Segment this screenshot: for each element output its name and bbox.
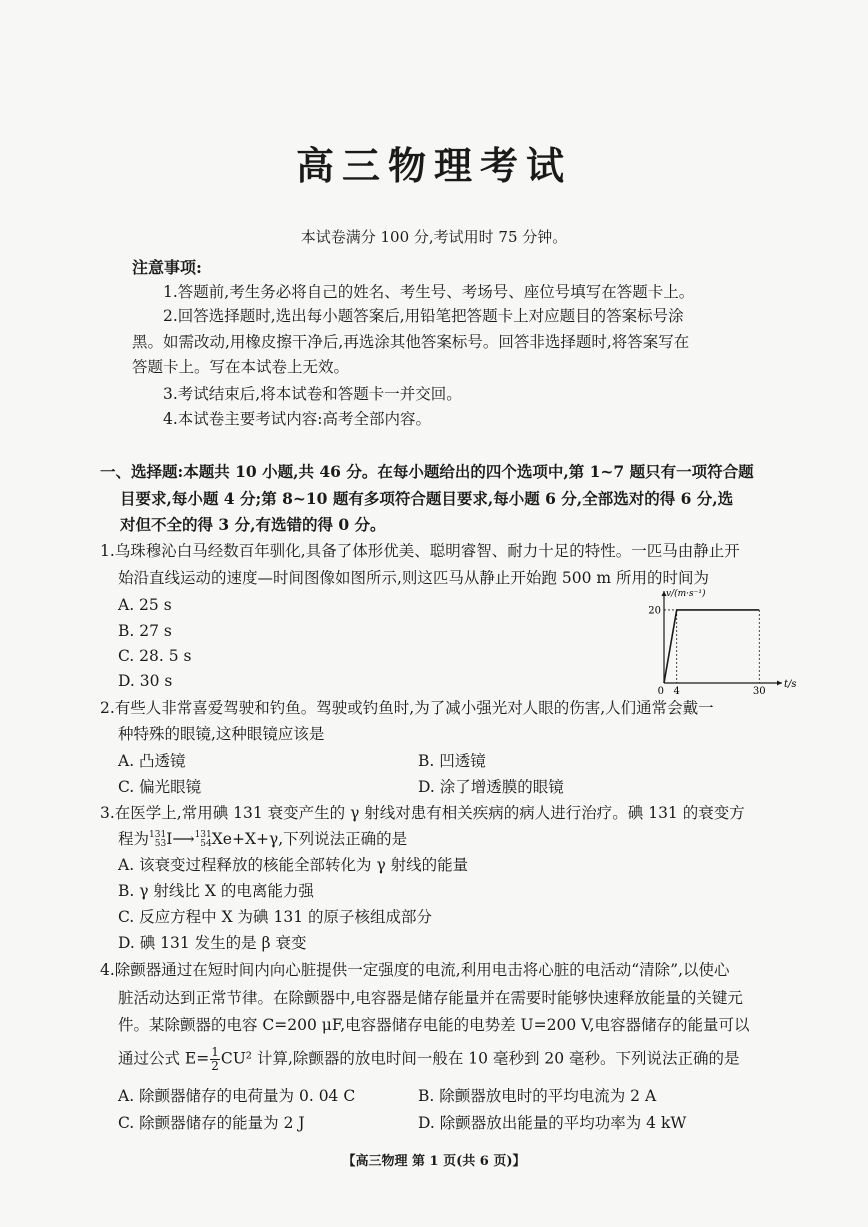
- question-1-option-d: D. 30 s: [118, 672, 173, 690]
- question-4-option-d: D. 除颤器放出能量的平均功率为 4 kW: [418, 1114, 687, 1132]
- question-4-option-b: B. 除颤器放电时的平均电流为 2 A: [418, 1087, 657, 1105]
- question-2-text: 种特殊的眼镜,这种眼镜应该是: [118, 725, 325, 743]
- x-axis-label: t/s: [784, 679, 797, 690]
- question-2-option-b: B. 凹透镜: [418, 752, 486, 770]
- notice-heading: 注意事项:: [132, 258, 202, 277]
- x-axis-arrow: [777, 681, 782, 686]
- notice-line: 3.考试结束后,将本试卷和答题卡一并交回。: [163, 385, 462, 403]
- vt-graph-svg: [640, 587, 797, 699]
- y-tick-label: 20: [648, 605, 661, 617]
- arrow-icon: ⟶: [172, 830, 195, 848]
- question-1-text: 始沿直线运动的速度—时间图像如图所示,则这匹马从静止开始跑 500 m 所用的时间为: [118, 569, 709, 587]
- question-1-text: 1.乌珠穆沁白马经数百年驯化,具备了体形优美、聪明睿智、耐力十足的特性。一匹马由静止开: [100, 542, 740, 560]
- iodine-symbol: I: [166, 830, 173, 848]
- question-2-option-d: D. 涂了增透膜的眼镜: [418, 778, 564, 796]
- fraction: $\frac{1}{2}$: [211, 1045, 219, 1073]
- section-heading: 目要求,每小题 4 分;第 8~10 题有多项符合题目要求,每小题 6 分,全部选对的得 6 分,选: [120, 489, 734, 508]
- equation-rest: Xe+X+γ,下列说法正确的是: [211, 830, 408, 848]
- exam-info: 本试卷满分 100 分,考试用时 75 分钟。: [300, 228, 568, 246]
- formula-rest: CU² 计算,除颤器的放电时间一般在 10 毫秒到 20 毫秒。下列说法正确的是: [220, 1049, 740, 1068]
- x-tick-label: 4: [673, 686, 680, 697]
- equation-prefix: 程为: [118, 830, 150, 848]
- question-2-option-a: A. 凸透镜: [118, 752, 186, 770]
- notice-line: 黑。如需改动,用橡皮擦干净后,再选涂其他答案标号。回答非选择题时,将答案写在: [132, 333, 690, 351]
- question-1-option-a: A. 25 s: [118, 596, 172, 614]
- question-3-text: 3.在医学上,常用碘 131 衰变产生的 γ 射线对患有相关疾病的病人进行治疗。碘 131 的衰变方: [100, 804, 745, 822]
- question-4-text: 脏活动达到正常节律。在除颤器中,电容器是储存能量并在需要时能够快速释放能量的关键元: [118, 989, 743, 1007]
- y-axis-label: v/(m·s⁻¹): [666, 589, 706, 599]
- question-1-option-c: C. 28. 5 s: [118, 647, 192, 665]
- notice-line: 答题卡上。写在本试卷上无效。: [132, 358, 350, 376]
- notice-line: 4.本试卷主要考试内容:高考全部内容。: [163, 410, 432, 428]
- section-heading: 一、选择题:本题共 10 小题,共 46 分。在每小题给出的四个选项中,第 1~7 题只有一项符合题: [100, 462, 754, 481]
- question-3-option-c: C. 反应方程中 X 为碘 131 的原子核组成部分: [118, 908, 432, 926]
- question-4-text: 件。某除颤器的电容 C=200 μF,电容器储存电能的电势差 U=200 V,电容器储存的能量可以: [118, 1016, 750, 1034]
- question-2-option-c: C. 偏光眼镜: [118, 778, 202, 796]
- question-4-text: 4.除颤器通过在短时间内向心脏提供一定强度的电流,利用电击将心脏的电活动“清除”,以使心: [100, 961, 730, 979]
- question-4-formula-line: [118, 1046, 740, 1073]
- question-2-text: 2.有些人非常喜爱驾驶和钓鱼。驾驶或钓鱼时,为了减小强光对人眼的伤害,人们通常会戴一: [100, 699, 714, 717]
- x-tick-label: 30: [752, 686, 766, 697]
- velocity-series-line: [664, 610, 759, 683]
- question-3-option-b: B. γ 射线比 X 的电离能力强: [118, 882, 314, 900]
- page-title: 高三物理考试: [295, 144, 572, 188]
- formula-prefix: 通过公式 E=: [118, 1049, 210, 1068]
- question-3-option-a: A. 该衰变过程释放的核能全部转化为 γ 射线的能量: [118, 856, 469, 874]
- notice-line: 1.答题前,考生务必将自己的姓名、考生号、考场号、座位号填写在答题卡上。: [163, 283, 695, 301]
- section-heading: 对但不全的得 3 分,有选错的得 0 分。: [120, 515, 386, 534]
- page-footer: 【高三物理 第 1 页(共 6 页)】: [342, 1154, 526, 1169]
- question-1-option-b: B. 27 s: [118, 622, 172, 640]
- xenon-nuclide-numbers: 131 54: [194, 830, 212, 849]
- question-4-option-c: C. 除颤器储存的能量为 2 J: [118, 1114, 305, 1132]
- question-4-option-a: A. 除颤器储存的电荷量为 0. 04 C: [118, 1087, 356, 1105]
- question-3-option-d: D. 碘 131 发生的是 β 衰变: [118, 934, 307, 952]
- x-tick-label: 0: [657, 686, 664, 697]
- notice-line: 2.回答选择题时,选出每小题答案后,用铅笔把答题卡上对应题目的答案标号涂: [163, 307, 684, 325]
- velocity-time-graph: [640, 587, 797, 699]
- iodine-nuclide-numbers: 131 53: [149, 830, 167, 849]
- question-3-equation: [118, 829, 407, 849]
